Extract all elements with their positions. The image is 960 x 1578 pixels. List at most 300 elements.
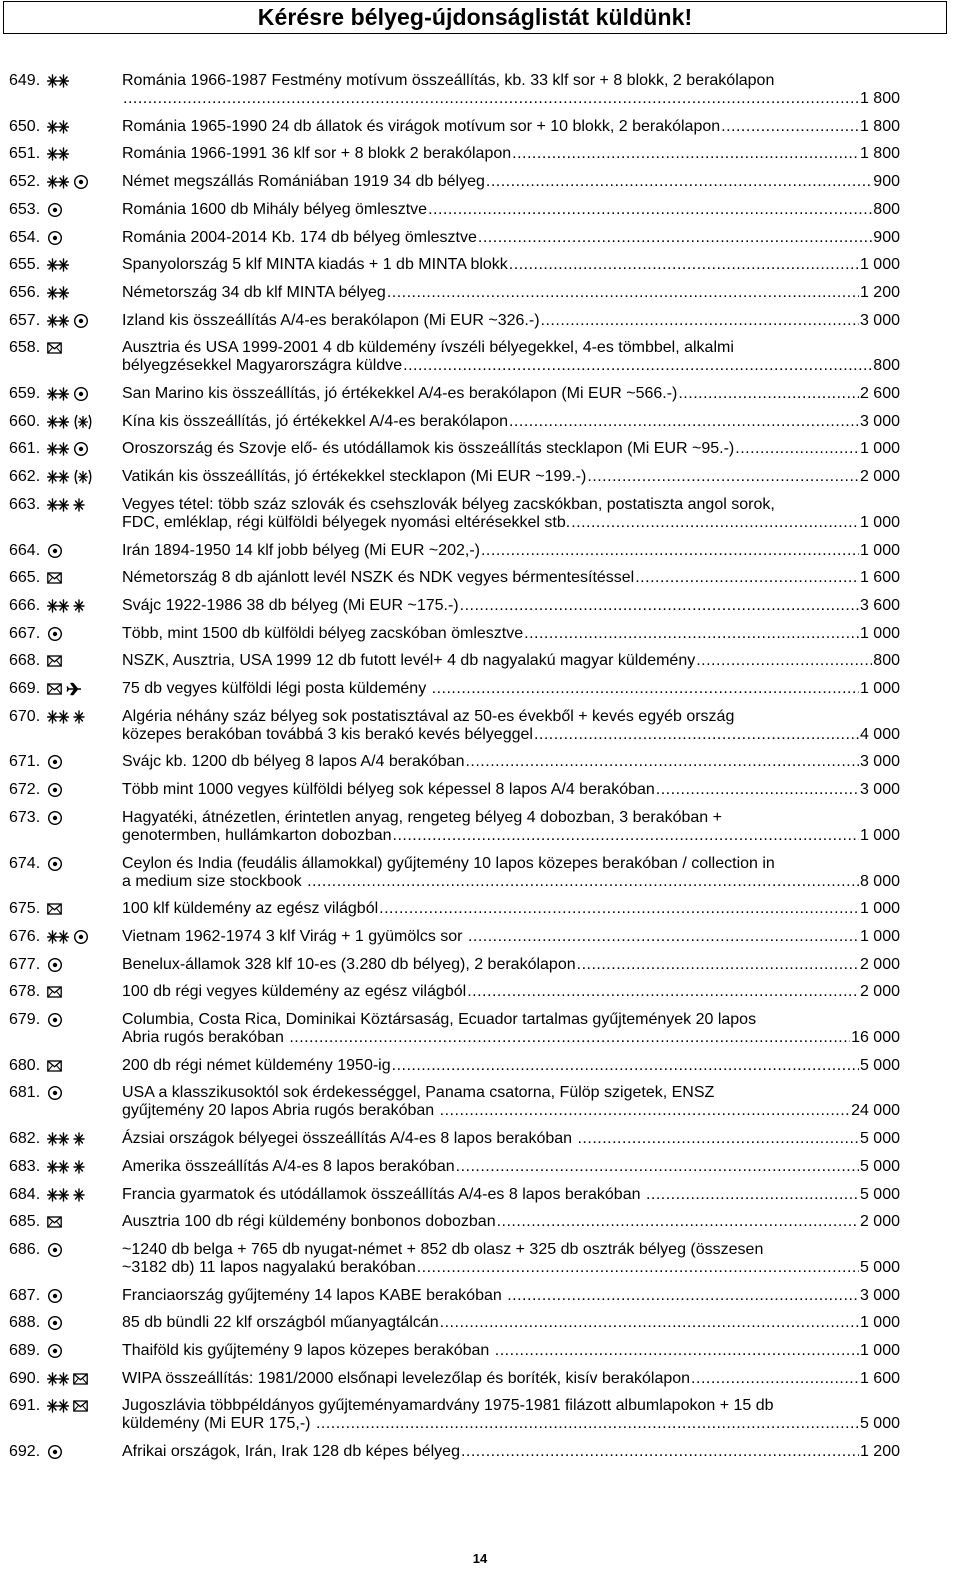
lot-item [0, 312, 960, 330]
condition-symbols [47, 1315, 63, 1331]
envelope-icon [47, 655, 62, 667]
lot-number: 656. [9, 283, 41, 301]
condition-symbols [47, 782, 63, 798]
description-line [122, 680, 900, 698]
description-line [122, 284, 900, 302]
dot-leader [468, 928, 859, 946]
description-text: Több, mint 1500 db külföldi bélyeg zacskóban ömlesztve [122, 624, 524, 642]
envelope-icon [47, 683, 62, 695]
circled-dot-icon [47, 1315, 63, 1331]
envelope-icon [47, 903, 62, 915]
description-text: ~1240 db belga + 765 db nyugat-német + 852 db olasz + 325 db osztrák bélyeg (összesen [122, 1240, 764, 1258]
condition-symbols [47, 929, 89, 945]
dot-leader [403, 357, 872, 375]
lot-description [122, 312, 900, 330]
double-star-icon [47, 710, 69, 724]
description-line [122, 514, 900, 532]
circled-dot-icon [73, 441, 89, 457]
description-line [122, 1213, 900, 1231]
description-line [122, 569, 900, 587]
double-star-icon [47, 387, 69, 401]
lot-number: 651. [9, 145, 41, 163]
description-line [122, 385, 900, 403]
lot-number: 650. [9, 117, 41, 135]
lot-number: 672. [9, 781, 41, 799]
lot-price: 5 000 [859, 1185, 900, 1203]
condition-symbols [47, 1444, 63, 1460]
lot-description [122, 1084, 900, 1120]
lot-number: 668. [9, 652, 41, 670]
lot-number: 660. [9, 412, 41, 430]
lot-item [0, 1084, 960, 1120]
dot-leader [678, 385, 859, 403]
circled-dot-icon [73, 174, 89, 190]
circled-dot-icon [47, 1242, 63, 1258]
lot-item [0, 1443, 960, 1461]
condition-symbols [47, 1242, 63, 1258]
description-text: Afrikai országok, Irán, Irak 128 db képes bélyeg [122, 1443, 460, 1461]
circled-dot-icon [47, 1012, 63, 1028]
condition-symbols [47, 386, 89, 402]
lot-number: 674. [9, 854, 41, 872]
lot-price: 1 000 [859, 900, 900, 918]
lot-description [122, 1186, 900, 1204]
lot-description [122, 542, 900, 560]
lot-number: 669. [9, 680, 41, 697]
lot-description [122, 781, 900, 799]
condition-symbols [47, 1398, 88, 1414]
lot-item [0, 1342, 960, 1360]
double-star-icon [47, 147, 69, 161]
lot-price: 1 000 [859, 680, 900, 697]
condition-symbols [47, 257, 69, 273]
lot-number: 682. [9, 1130, 41, 1148]
condition-symbols [47, 957, 63, 973]
dot-leader [635, 569, 859, 587]
lot-description [122, 1158, 900, 1176]
description-text: Vietnam 1962-1974 3 klf Virág + 1 gyümölcs sor [122, 927, 467, 945]
lot-price: 1 000 [859, 826, 900, 844]
description-text: Románia 1966-1991 36 klf sor + 8 blokk 2 berakólapon [122, 145, 512, 163]
condition-symbols [47, 313, 89, 329]
star-in-parens-icon [73, 469, 93, 485]
lot-description [122, 256, 900, 274]
lot-price: 3 000 [859, 781, 900, 799]
lot-price: 5 000 [859, 1258, 900, 1276]
single-star-icon [73, 1188, 85, 1202]
description-text: a medium size stockbook [122, 872, 307, 890]
lot-number: 665. [9, 569, 41, 587]
lot-price: 5 000 [859, 1056, 900, 1074]
description-text: Románia 1965-1990 24 db állatok és virágok motívum sor + 10 blokk, 2 berakólapon [122, 117, 721, 135]
lot-number: 675. [9, 900, 41, 918]
lot-number: 676. [9, 927, 41, 945]
condition-symbols [47, 202, 63, 218]
lot-description [122, 385, 900, 403]
lot-description [122, 753, 900, 771]
condition-symbols [47, 1131, 85, 1147]
lot-number: 657. [9, 311, 41, 329]
double-star-icon [47, 1399, 69, 1413]
dot-leader [387, 284, 859, 302]
description-text: Német megszállás Romániában 1919 34 db bélyeg [122, 173, 485, 191]
condition-symbols [47, 119, 69, 135]
description-line [122, 652, 900, 670]
description-text: Thaiföld kis gyűjtemény 9 lapos közepes berakóban [122, 1342, 494, 1359]
description-line [122, 339, 900, 357]
description-text: Algéria néhány száz bélyeg sok postatisztával az 50-es évekből + kevés egyéb ország [122, 707, 735, 725]
lot-number: 649. [9, 72, 41, 89]
lot-price: 1 000 [859, 624, 900, 642]
lot-number: 684. [9, 1185, 41, 1203]
lot-price: 8 000 [859, 872, 900, 890]
description-text: Svájc 1922-1986 38 db bélyeg (Mi EUR ~175.-) [122, 596, 459, 614]
lot-price: 1 800 [859, 145, 900, 163]
description-text: Amerika összeállítás A/4-es 8 lapos berakóban [122, 1157, 455, 1175]
page-banner [3, 1, 947, 34]
lot-item [0, 652, 960, 670]
lot-price: 3 000 [859, 753, 900, 771]
lot-number: 671. [9, 753, 41, 771]
dot-leader [432, 680, 859, 698]
dot-leader [495, 1342, 859, 1360]
envelope-icon [47, 986, 62, 998]
lot-item [0, 284, 960, 302]
lot-description [122, 625, 900, 643]
lot-item [0, 1287, 960, 1305]
description-text: Ázsiai országok bélyegei összeállítás A/4-es 8 lapos berakóban [122, 1130, 577, 1148]
description-text: Románia 2004-2014 Kb. 174 db bélyeg ömlesztve [122, 228, 477, 246]
dot-leader [577, 956, 859, 974]
lot-price: 800 [873, 652, 900, 670]
condition-symbols [47, 1187, 85, 1203]
circled-dot-icon [47, 543, 63, 559]
circled-dot-icon [47, 810, 63, 826]
condition-symbols [47, 497, 85, 513]
description-text: Jugoszlávia többpéldányos gyűjteményamardvány 1975-1981 filázott albumlapokon + 15 db [122, 1397, 774, 1415]
dot-leader [691, 1370, 859, 1388]
description-line [122, 1102, 900, 1120]
description-line [122, 1029, 900, 1047]
lot-price: 1 200 [859, 283, 900, 301]
dot-leader [440, 1314, 859, 1332]
description-text: Svájc kb. 1200 db bélyeg 8 lapos A/4 berakóban [122, 753, 465, 771]
circled-dot-icon [47, 1444, 63, 1460]
lot-item [0, 900, 960, 918]
description-line [122, 753, 900, 771]
condition-symbols [47, 653, 62, 669]
envelope-icon [47, 1060, 62, 1072]
dot-leader [735, 440, 859, 458]
description-line [122, 928, 900, 946]
description-line [122, 900, 900, 918]
description-text: ~3182 db) 11 lapos nagyalakú berakóban [122, 1258, 416, 1276]
lot-price: 5 000 [859, 1415, 900, 1433]
dot-leader [481, 542, 859, 560]
dot-leader [307, 873, 859, 891]
lot-price: 1 800 [859, 117, 900, 135]
condition-symbols [47, 856, 63, 872]
lot-price: 3 600 [859, 596, 900, 614]
description-line [122, 1057, 900, 1075]
lot-item [0, 145, 960, 163]
lot-price: 800 [873, 200, 900, 218]
description-line [122, 229, 900, 247]
dot-leader [289, 1029, 850, 1047]
dot-leader [440, 1102, 850, 1120]
lot-price: 1 000 [859, 541, 900, 559]
description-line [122, 468, 900, 486]
lot-number: 662. [9, 468, 41, 486]
description-line [122, 145, 900, 163]
description-line [122, 726, 900, 744]
description-text: Ausztria és USA 1999-2001 4 db küldemény ívszéli bélyegekkel, 4-es tömbbel, alkalmi [122, 339, 734, 357]
lot-number: 680. [9, 1056, 41, 1074]
dot-leader [393, 827, 859, 845]
lot-number: 686. [9, 1240, 41, 1258]
circled-dot-icon [73, 386, 89, 402]
lot-price: 800 [873, 357, 900, 375]
lot-item [0, 468, 960, 486]
circled-dot-icon [47, 202, 63, 218]
lot-number: 688. [9, 1314, 41, 1332]
description-line [122, 781, 900, 799]
condition-symbols [47, 414, 93, 430]
description-text: gyűjtemény 20 lapos Abria rugós berakóban [122, 1102, 439, 1120]
lot-item [0, 385, 960, 403]
double-star-icon [47, 286, 69, 300]
lot-number: 663. [9, 495, 41, 513]
condition-symbols [47, 1159, 85, 1175]
condition-symbols [47, 543, 63, 559]
description-line [122, 72, 900, 90]
dot-leader [656, 781, 859, 799]
dot-leader [541, 312, 859, 330]
description-text: Oroszország és Szovje elő- és utódállamok kis összeállítás stecklapon (Mi EUR ~95.-) [122, 440, 735, 458]
lot-item [0, 680, 960, 698]
lot-description [122, 72, 900, 108]
lot-item [0, 1011, 960, 1047]
lot-item [0, 1213, 960, 1231]
circled-dot-icon [47, 754, 63, 770]
description-text: Spanyolország 5 klf MINTA kiadás + 1 db MINTA blokk [122, 256, 508, 274]
single-star-icon [73, 599, 85, 613]
lot-item [0, 339, 960, 375]
lot-item [0, 72, 960, 108]
lot-item [0, 855, 960, 891]
single-star-icon [73, 1132, 85, 1146]
dot-leader [392, 1057, 859, 1075]
lot-number: 673. [9, 808, 41, 826]
double-star-icon [47, 1188, 69, 1202]
lot-price: 900 [873, 173, 900, 191]
lot-price: 3 000 [859, 1286, 900, 1304]
double-star-icon [47, 599, 69, 613]
description-line [122, 1287, 900, 1305]
lot-price: 2 600 [859, 385, 900, 402]
lot-description [122, 855, 900, 891]
circled-dot-icon [47, 626, 63, 642]
description-text: Kína kis összeállítás, jó értékekkel A/4-es berakólapon [122, 412, 508, 430]
dot-leader [646, 1186, 859, 1204]
double-star-icon [47, 1132, 69, 1146]
lot-price: 1 600 [859, 569, 900, 587]
envelope-icon [47, 342, 62, 354]
description-text: Franciaország gyűjtemény 14 lapos KABE berakóban [122, 1286, 507, 1304]
description-line [122, 1397, 900, 1415]
description-text: Vegyes tétel: több száz szlovák és csehszlovák bélyeg zacskókban, postatiszta angol sorok, [122, 495, 775, 513]
condition-symbols [47, 1343, 63, 1359]
double-star-icon [47, 1372, 69, 1386]
lot-price: 1 600 [859, 1369, 900, 1387]
lot-description [122, 145, 900, 163]
description-line [122, 256, 900, 274]
lot-item [0, 597, 960, 615]
lot-item [0, 1397, 960, 1433]
condition-symbols [47, 441, 89, 457]
condition-symbols [47, 469, 93, 485]
lot-item [0, 542, 960, 560]
lot-number: 687. [9, 1286, 41, 1304]
lot-item [0, 809, 960, 845]
description-line [122, 597, 900, 615]
lot-description [122, 118, 900, 136]
lot-price: 3 000 [859, 412, 900, 430]
description-text: Hagyatéki, átnézetlen, érintetlen anyag, rengeteg bélyeg 4 dobozban, 3 berakóban + [122, 808, 722, 826]
single-star-icon [73, 1160, 85, 1174]
lot-number: 690. [9, 1369, 41, 1387]
airplane-icon [66, 682, 82, 696]
lot-item [0, 1158, 960, 1176]
description-line [122, 357, 900, 375]
description-text: közepes berakóban továbbá 3 kis berakó kevés bélyeggel [122, 725, 533, 743]
lot-description [122, 413, 900, 431]
double-star-icon [47, 498, 69, 512]
condition-symbols [47, 1085, 63, 1101]
description-text: küldemény (Mi EUR 175,-) [122, 1415, 315, 1433]
dot-leader [486, 173, 872, 191]
description-line [122, 1011, 900, 1029]
description-line [122, 440, 900, 458]
dot-leader [379, 900, 859, 918]
dot-leader [460, 597, 859, 615]
lot-price: 4 000 [859, 725, 900, 743]
lot-description [122, 496, 900, 532]
lot-number: 681. [9, 1084, 41, 1102]
condition-symbols [47, 174, 89, 190]
double-star-icon [47, 442, 69, 456]
lot-description [122, 1057, 900, 1075]
lot-item [0, 781, 960, 799]
lot-price: 1 000 [859, 927, 900, 945]
description-line [122, 201, 900, 219]
description-line [122, 496, 900, 514]
description-line [122, 1443, 900, 1461]
description-text: Több mint 1000 vegyes külföldi bélyeg sok képessel 8 lapos A/4 berakóban [122, 781, 655, 799]
condition-symbols [47, 146, 69, 162]
lot-number: 658. [9, 339, 41, 357]
lot-price: 1 200 [859, 1443, 900, 1461]
dot-leader [478, 229, 872, 247]
lot-number: 654. [9, 228, 41, 246]
description-text: Izland kis összeállítás A/4-es berakólapon (Mi EUR ~326.-) [122, 311, 540, 329]
description-text: Abria rugós berakóban [122, 1029, 289, 1046]
circled-dot-icon [73, 313, 89, 329]
lot-price: 1 000 [859, 256, 900, 274]
lot-description [122, 1397, 900, 1433]
envelope-icon [47, 1216, 62, 1228]
dot-leader [696, 652, 872, 670]
lot-number: 653. [9, 200, 41, 218]
dot-leader [417, 1259, 859, 1277]
double-star-icon [47, 258, 69, 272]
lot-item [0, 440, 960, 458]
lot-item [0, 173, 960, 191]
double-star-icon [47, 314, 69, 328]
lot-description [122, 1370, 900, 1388]
dot-leader [512, 145, 859, 163]
condition-symbols [47, 754, 63, 770]
description-line [122, 809, 900, 827]
description-line [122, 1241, 900, 1259]
description-line [122, 1259, 900, 1277]
lot-description [122, 201, 900, 219]
lot-number: 689. [9, 1342, 41, 1359]
lot-item [0, 256, 960, 274]
lot-number: 678. [9, 983, 41, 1001]
circled-dot-icon [47, 1085, 63, 1101]
description-text: Vatikán kis összeállítás, jó értékekkel stecklapon (Mi EUR ~199.-) [122, 468, 587, 486]
lot-item [0, 1130, 960, 1148]
description-text: 75 db vegyes külföldi légi posta küldemény [122, 680, 431, 697]
dot-leader [461, 1443, 859, 1461]
description-line [122, 1158, 900, 1176]
description-text: Ceylon és India (feudális államokkal) gyűjtemény 10 lapos közepes berakóban / collection in [122, 854, 775, 872]
condition-symbols [47, 709, 85, 725]
lot-number: 670. [9, 707, 41, 725]
condition-symbols [47, 984, 62, 1000]
lot-number: 652. [9, 173, 41, 191]
double-star-icon [47, 930, 69, 944]
lot-number: 692. [9, 1443, 41, 1461]
lot-number: 691. [9, 1397, 41, 1415]
description-line [122, 873, 900, 891]
description-line [122, 1084, 900, 1102]
description-text: USA a klasszikusoktól sok érdekességgel, Panama csatorna, Fülöp szigetek, ENSZ [122, 1084, 715, 1102]
description-text: 100 klf küldemény az egész világból [122, 900, 379, 918]
envelope-icon [73, 1373, 88, 1385]
description-text: genotermben, hullámkarton dobozban [122, 826, 392, 844]
double-star-icon [47, 470, 69, 484]
lot-number: 661. [9, 440, 41, 458]
description-line [122, 1342, 900, 1360]
lot-description [122, 680, 900, 698]
lot-description [122, 284, 900, 302]
lot-item [0, 753, 960, 771]
dot-leader [123, 90, 859, 108]
condition-symbols [47, 285, 69, 301]
dot-leader [534, 726, 859, 744]
lot-price: 900 [873, 228, 900, 246]
lot-description [122, 339, 900, 375]
dot-leader [497, 1213, 859, 1231]
description-text: Francia gyarmatok és utódállamok összeállítás A/4-es 8 lapos berakóban [122, 1185, 645, 1203]
circled-dot-icon [47, 856, 63, 872]
single-star-icon [73, 710, 85, 724]
lot-description [122, 440, 900, 458]
single-star-icon [73, 498, 85, 512]
lot-number: 677. [9, 955, 41, 973]
